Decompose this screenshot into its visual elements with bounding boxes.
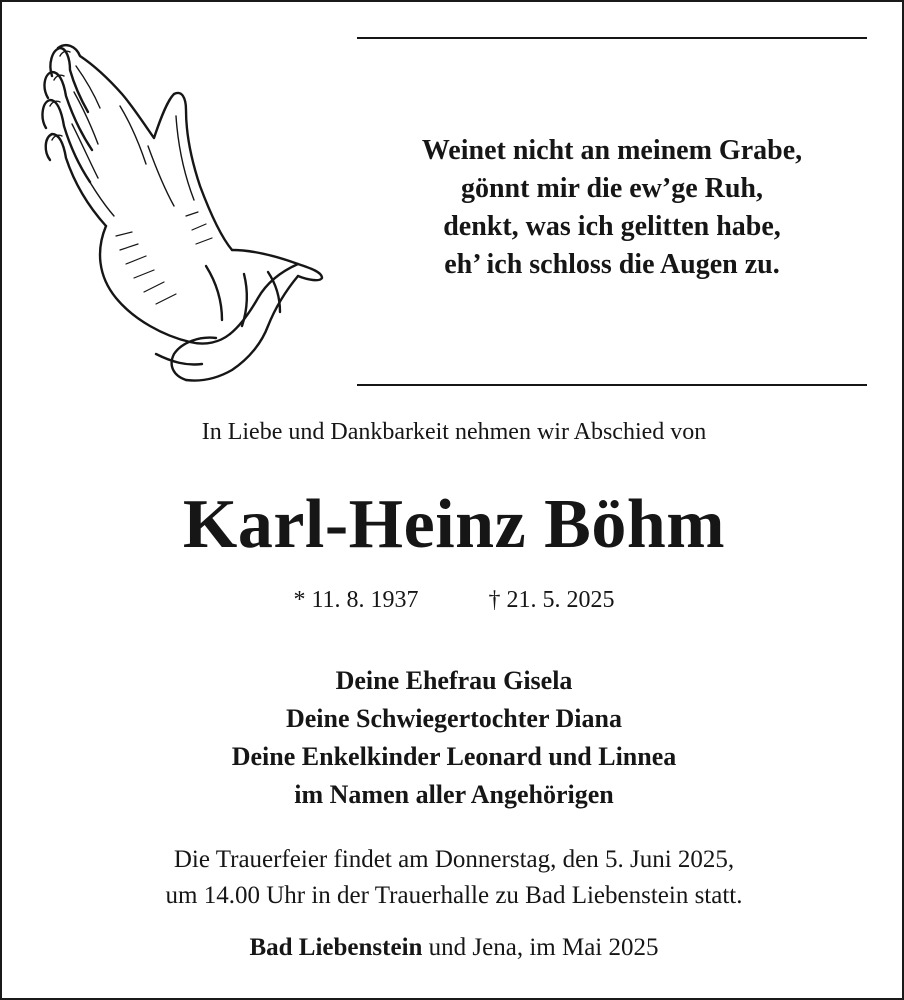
closing-line xyxy=(2,930,904,966)
mourners-list xyxy=(2,662,904,814)
deceased-name: Karl-Heinz Böhm xyxy=(182,486,726,563)
mourner-line: Deine Ehefrau Gisela xyxy=(335,666,573,695)
mourner-line: Deine Schwiegertochter Diana xyxy=(285,704,622,733)
life-dates xyxy=(2,584,904,616)
mourner-line: im Namen aller Angehörigen xyxy=(294,780,614,809)
verse-line: denkt, was ich gelitten habe, xyxy=(443,211,781,242)
ceremony-info xyxy=(2,842,904,914)
closing-rest: und Jena, im Mai 2025 xyxy=(422,934,659,961)
top-divider xyxy=(357,37,867,39)
praying-hands-icon xyxy=(36,36,326,386)
verse-line: Weinet nicht an meinem Grabe, xyxy=(421,135,803,166)
verse-line: gönnt mir die ew’ge Ruh, xyxy=(460,173,764,204)
ceremony-line: Die Trauerfeier findet am Donnerstag, den 5. Juni 2025, xyxy=(173,846,735,873)
intro-text: In Liebe und Dankbarkeit nehmen wir Abschied von xyxy=(201,419,707,445)
verse xyxy=(357,132,867,284)
ceremony-line: um 14.00 Uhr in der Trauerhalle zu Bad Liebenstein statt. xyxy=(165,882,743,909)
closing-place: Bad Liebenstein xyxy=(249,934,423,961)
verse-line: eh’ ich schloss die Augen zu. xyxy=(444,249,780,280)
mourner-line: Deine Enkelkinder Leonard und Linnea xyxy=(231,742,677,771)
bottom-divider xyxy=(357,384,867,386)
death-date: † 21. 5. 2025 xyxy=(488,587,615,613)
birth-date: * 11. 8. 1937 xyxy=(293,587,419,613)
